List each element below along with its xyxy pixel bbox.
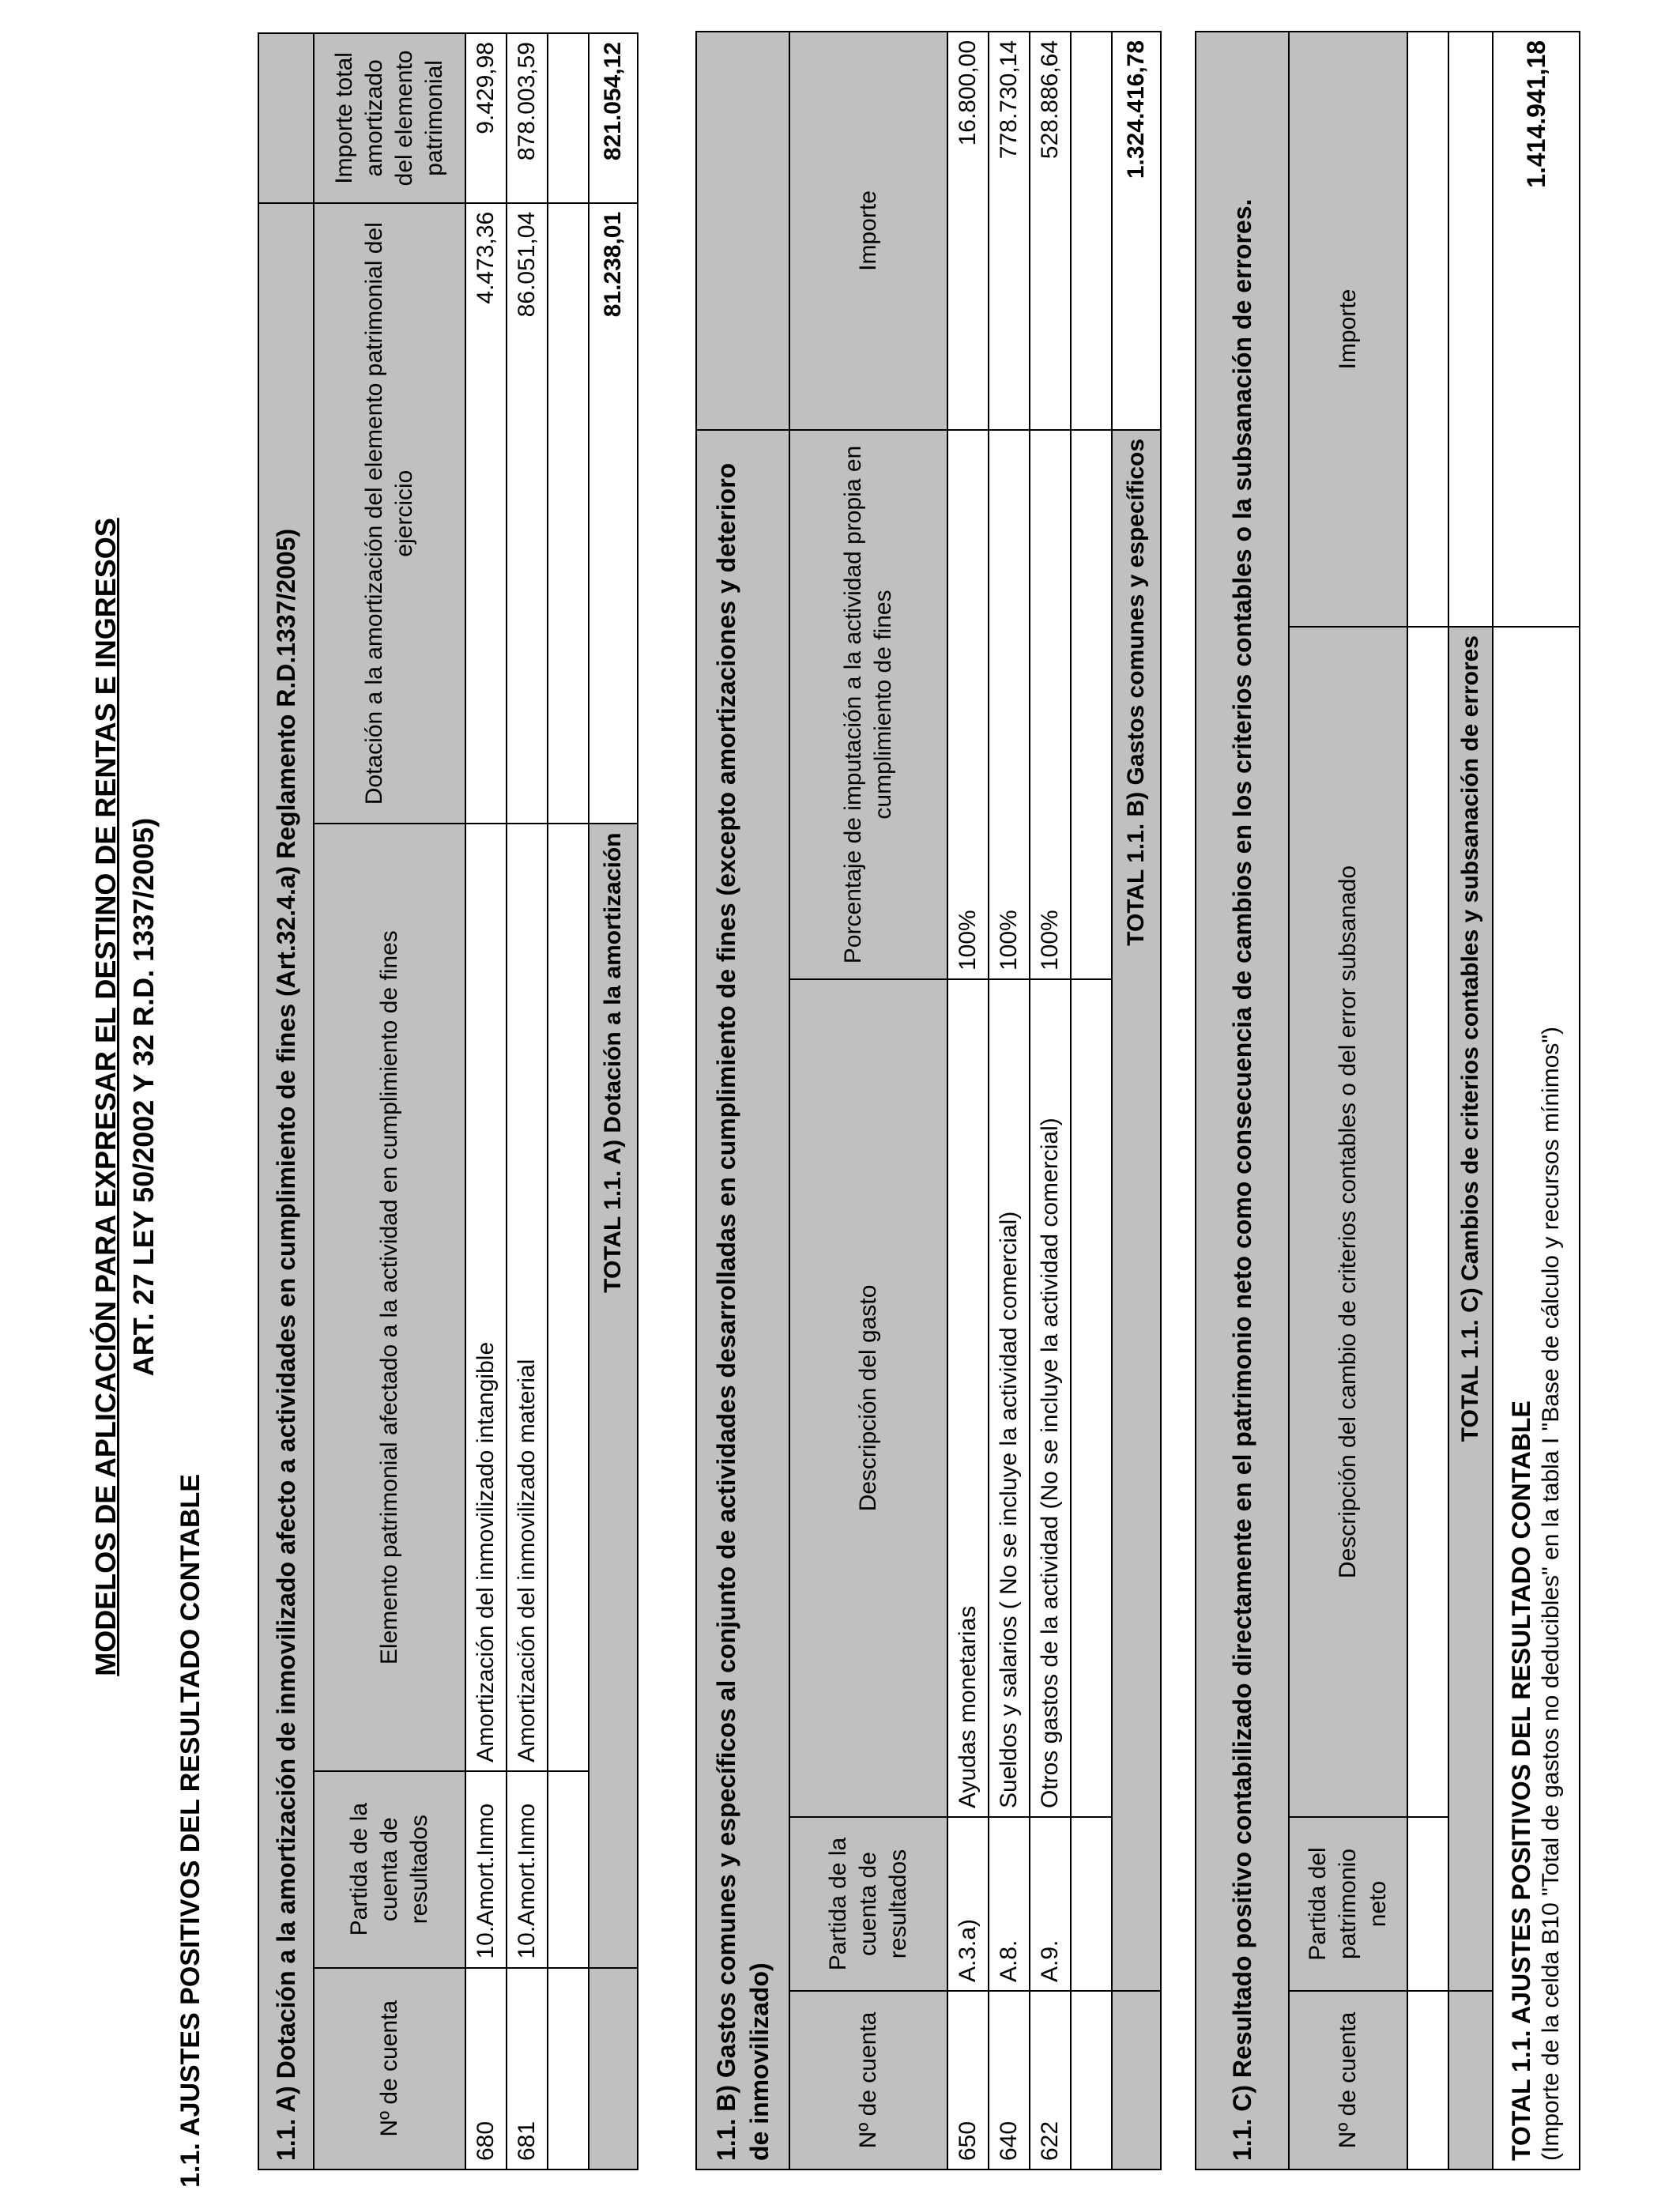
table-c-total-row [1448,32,1493,2169]
table-b-total-importe: 1.324.416,78 [1112,32,1161,430]
title-line-2: ART. 27 LEY 50/2002 Y 32 R.D. 1337/2005) [127,817,160,1377]
title-line-1: MODELOS DE APLICACIÓN PARA EXPRESAR EL DESTINO DE RENTAS E INGRESOS [89,518,122,1676]
document-title [87,0,163,2194]
table-row [947,32,989,2169]
table-a-header-partida: Partida de la cuenta de resultados [314,1771,465,1968]
table-a-header-cuenta: Nº de cuenta [314,1968,465,2169]
table-b-header-importe: Importe [789,32,947,430]
cell-importe: 16.800,00 [947,32,989,430]
table-b-header-partida: Partida de la cuenta de resultados [789,1817,947,1991]
grand-total-row [1493,32,1580,2169]
cell-elemento: Amortización del inmovilizado intangible [465,824,507,1771]
cell-cuenta: 650 [947,1991,989,2169]
cell-descripcion: Sueldos y salarios ( No se incluye la actividad comercial) [989,979,1030,1817]
cell-cuenta: 622 [1030,1991,1071,2169]
table-row [465,33,507,2169]
cell-importe: 878.003,59 [507,33,548,203]
table-a-header-importe: Importe total amortizado del elemento patrimonial [314,33,465,203]
table-b-total-row [1112,32,1161,2169]
table-b-title-cell-end [696,32,789,430]
cell-partida: A.3.a) [947,1817,989,1991]
cell-cuenta: 681 [507,1968,548,2169]
table-gastos [695,31,1162,2170]
table-c-header-importe: Importe [1289,32,1407,627]
cell-dotacion: 4.473,36 [465,203,507,824]
table-row-empty [548,33,589,2169]
table-row [507,33,548,2169]
table-a-total-row [589,33,638,2169]
grand-total-label-cell [1493,627,1580,2169]
table-a-total-dotacion: 81.238,01 [589,203,638,824]
table-c-total-importe [1448,32,1493,627]
cell-partida: A.8. [989,1817,1030,1991]
table-a-header-elemento: Elemento patrimonial afectado a la actividad en cumplimiento de fines [314,824,465,1771]
table-row-empty [1071,32,1112,2169]
cell-porcentaje: 100% [947,430,989,979]
cell-partida: 10.Amort.Inmo [507,1771,548,1968]
grand-total-note: (Importe de la celda B10 "Total de gastos no deducibles" en la tabla I "Base de cálculo y recursos mínimos") [1538,1026,1564,2161]
grand-total-label: TOTAL 1.1. AJUSTES POSITIVOS DEL RESULTADO CONTABLE [1507,1400,1535,2161]
table-b-header-cuenta: Nº de cuenta [789,1991,947,2169]
cell-partida: A.9. [1030,1817,1071,1991]
cell-descripcion: Ayudas monetarias [947,979,989,1817]
table-b-title: 1.1. B) Gastos comunes y específicos al conjunto de actividades desarrolladas en cumplimiento de fines (excepto amortizaciones y deterioro de inmovilizado) [696,430,789,2169]
table-a-title-cell-end [258,33,314,203]
table-row-empty [1407,32,1448,2169]
table-a-header-dotacion: Dotación a la amortización del elemento patrimonial del ejercicio [314,203,465,824]
table-amortizacion [258,32,638,2170]
grand-total-value: 1.414.941,18 [1493,32,1580,627]
table-row [989,32,1030,2169]
table-c-header-descripcion: Descripción del cambio de criterios contables o del error subsanado [1289,627,1407,1817]
cell-partida: 10.Amort.Inmo [465,1771,507,1968]
table-c-header-cuenta: Nº de cuenta [1289,1991,1407,2169]
cell-cuenta: 680 [465,1968,507,2169]
cell-descripcion: Otros gastos de la actividad (No se incluye la actividad comercial) [1030,979,1071,1817]
cell-importe: 9.429,98 [465,33,507,203]
section-heading: 1.1. AJUSTES POSITIVOS DEL RESULTADO CONTABLE [175,1473,205,2188]
table-row [1030,32,1071,2169]
table-a-total-importe: 821.054,12 [589,33,638,203]
table-a-title: 1.1. A) Dotación a la amortización de inmovilizado afecto a actividades en cumplimiento de fines (Art.32.4.a) Reglamento R.D.1337/2005) [258,203,314,2169]
cell-importe: 778.730,14 [989,32,1030,430]
cell-importe: 528.886,64 [1030,32,1071,430]
table-b-total-label: TOTAL 1.1. B) Gastos comunes y específicos [1112,430,1161,1991]
table-c-header-partida: Partida del patrimonio neto [1289,1817,1407,1991]
table-c-total-label: TOTAL 1.1. C) Cambios de criterios contables y subsanación de errores [1448,627,1493,1991]
table-b-header-descripcion: Descripción del gasto [789,979,947,1817]
cell-elemento: Amortización del inmovilizado material [507,824,548,1771]
cell-porcentaje: 100% [989,430,1030,979]
cell-cuenta: 640 [989,1991,1030,2169]
table-b-header-porcentaje: Porcentaje de imputación a la actividad propia en cumplimiento de fines [789,430,947,979]
cell-dotacion: 86.051,04 [507,203,548,824]
table-c-title: 1.1. C) Resultado positivo contabilizado directamente en el patrimonio neto como consecuencia de cambios en los criterios contables o la subsanación de errores. [1196,32,1289,2169]
cell-porcentaje: 100% [1030,430,1071,979]
table-a-total-label: TOTAL 1.1. A) Dotación a la amortización [589,824,638,1968]
table-patrimonio-neto [1195,31,1580,2170]
